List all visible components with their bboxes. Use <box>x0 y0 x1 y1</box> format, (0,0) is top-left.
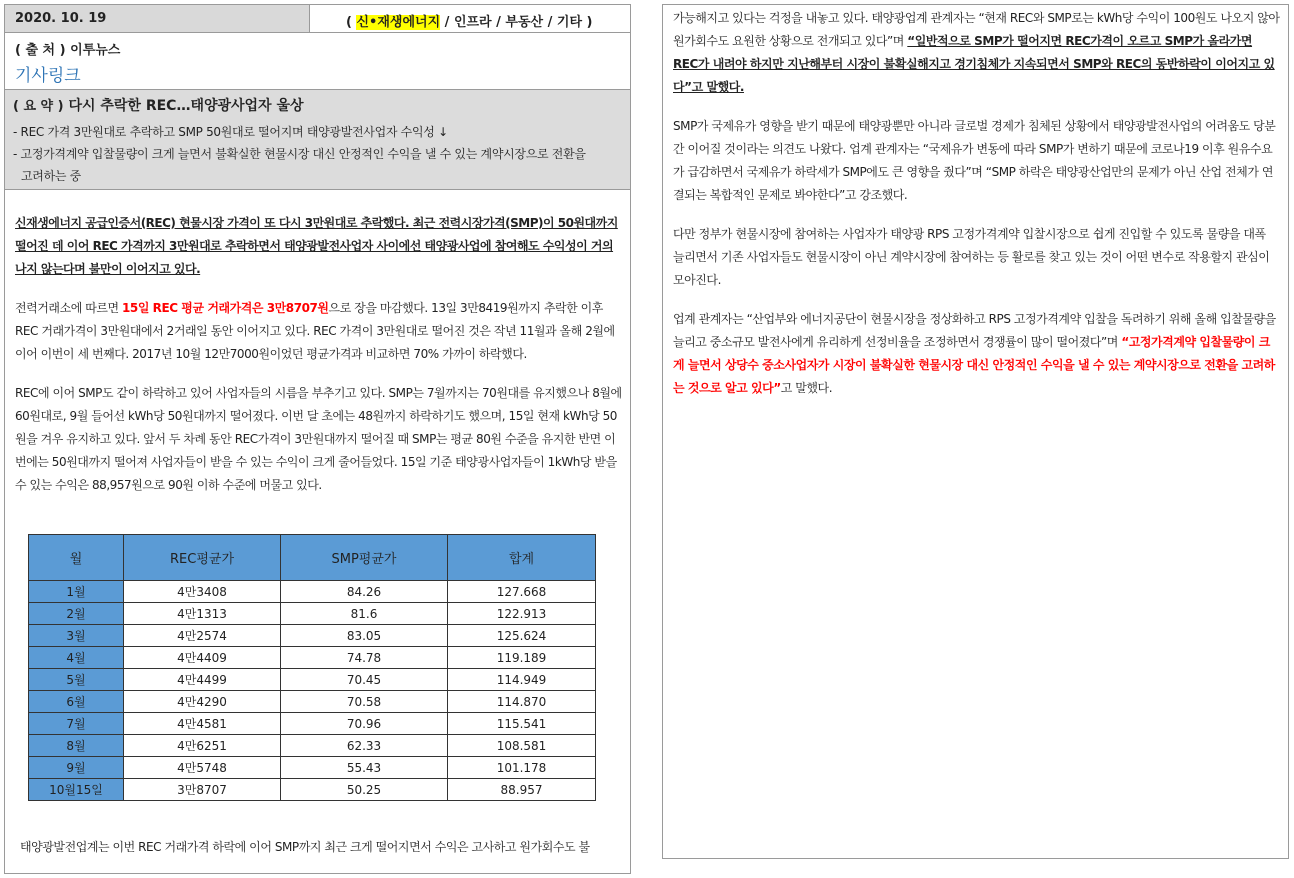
p1-text-b: 으로 장을 마감했다. 13일 3만8419원까지 추락한 이후 REC 거래가격이 3만원대에서 2거래일 동안 이어지고 있다. REC 가격이 3만원대로 떨어진 것은 작년 11월과 올해 2월에 이어 이번이 세 번째다. 2017년 10월 12만7000원이었던 평균가격과 비교하면 70% 가까이 하락했다. <box>15 301 615 361</box>
summary-item-2-cont: 고려하는 중 <box>21 169 81 183</box>
table-row <box>29 625 596 647</box>
table-row <box>29 735 596 757</box>
table-row <box>29 691 596 713</box>
paragraph-1 <box>5 281 630 366</box>
r4-red-quote: “고정가격계약 입찰물량이 크게 늘면서 상당수 중소사업자가 시장이 불확실한 현물시장 대신 안정적인 수익을 낼 수 있는 계약시장으로 전환을 고려하는 것으로 알고 있다” <box>673 335 1275 395</box>
article-body-continued <box>663 5 1288 400</box>
right-page <box>662 4 1289 859</box>
table-cell: 84.26 <box>281 581 448 603</box>
table-cell: 70.45 <box>281 669 448 691</box>
table-cell: 4만1313 <box>124 603 281 625</box>
table-row <box>29 713 596 735</box>
table-row <box>29 669 596 691</box>
table-header-row <box>29 535 596 581</box>
table-cell: 50.25 <box>281 779 448 801</box>
category-highlight: 신•재생에너지 <box>356 15 441 30</box>
source-value: 이투뉴스 <box>70 43 121 58</box>
table-cell: 4만3408 <box>124 581 281 603</box>
paragraph-2: REC에 이어 SMP도 같이 하락하고 있어 사업자들의 시름을 부추기고 있다. SMP는 7월까지는 70원대를 유지했으나 8월에 60원대로, 9월 들어선 kWh당 50원대까지 떨어졌다. 이번 달 초에는 48원까지 하락하기도 했으며, 15일 현재 kWh당 50원을 겨우 유지하고 있다. 앞서 두 차례 동안 REC가격이 3만원대까지 떨어질 때 SMP는 평균 80원 수준을 유지한 반면 이번에는 50원대까지 떨어져 사업자들이 받을 수 있는 수익이 크게 줄어들었다. 15일 기준 태양광사업자들이 1kWh당 받을 수 있는 수익은 88,957원으로 90원 이하 수준에 머물고 있다. <box>15 386 622 492</box>
table-row <box>29 757 596 779</box>
paragraph-r2: SMP가 국제유가 영향을 받기 때문에 태양광뿐만 아니라 글로벌 경제가 침체된 상황에서 태양광발전사업의 어려움도 당분간 이어질 것이라는 의견도 나왔다. 업계 관계자는 “국제유가 변동에 따라 SMP가 변하기 때문에 코로나19 이후 원유수요가 급감하면서 국제유가 하락세가 SMP에도 큰 영향을 줬다”며 “SMP 하락은 태양광산업만의 문제가 아닌 산업 전체가 연결되는 복합적인 문제로 봐야한다”고 강조했다. <box>673 119 1276 202</box>
table-cell: 88.957 <box>448 779 596 801</box>
table-cell: 55.43 <box>281 757 448 779</box>
table-cell: 4만4581 <box>124 713 281 735</box>
paragraph-r1 <box>663 5 1288 99</box>
table-cell: 4월 <box>29 647 124 669</box>
table-cell: 4만2574 <box>124 625 281 647</box>
table-cell: 6월 <box>29 691 124 713</box>
table-cell: 70.58 <box>281 691 448 713</box>
lead-paragraph: 신재생에너지 공급인증서(REC) 현물시장 가격이 또 다시 3만원대로 추락했다. 최근 전력시장가격(SMP)이 50원대까지 떨어진 데 이어 REC 가격까지 3만원대로 추락하면서 태양광발전사업자 사이에선 태양광사업에 참여해도 수익성이 거의 나지 않는다며 불만이 이어지고 있다. <box>15 216 618 276</box>
source-label: ( 출 처 ) <box>15 43 66 58</box>
table-cell: 3월 <box>29 625 124 647</box>
summary-title <box>13 95 622 115</box>
left-page <box>4 4 631 874</box>
table-header: 월 <box>29 535 124 581</box>
r4-text-a: 업계 관계자는 “산업부와 에너지공단이 현물시장을 정상화하고 RPS 고정가격계약 입찰을 독려하기 위해 올해 입찰물량을 늘리고 중소규모 발전사에게 유리하게 선정비율을 조정하면서 경쟁률이 많이 떨어졌다”며 <box>673 312 1276 349</box>
table-cell: 4만5748 <box>124 757 281 779</box>
table-cell: 115.541 <box>448 713 596 735</box>
table-cell: 127.668 <box>448 581 596 603</box>
table-cell: 4만6251 <box>124 735 281 757</box>
category-open: ( <box>346 15 357 30</box>
table-cell: 2월 <box>29 603 124 625</box>
table-cell: 62.33 <box>281 735 448 757</box>
table-cell: 10월15일 <box>29 779 124 801</box>
table-cell: 5월 <box>29 669 124 691</box>
table-cell: 9월 <box>29 757 124 779</box>
paragraph-r4 <box>663 308 1288 400</box>
table-cell: 4만4499 <box>124 669 281 691</box>
table-cell: 1월 <box>29 581 124 603</box>
table-cell: 125.624 <box>448 625 596 647</box>
table-cell: 3만8707 <box>124 779 281 801</box>
continued-line: 태양광발전업계는 이번 REC 거래가격 하락에 이어 SMP까지 최근 크게 떨어지면서 수익은 고사하고 원가회수도 불 <box>20 840 590 854</box>
table-cell: 108.581 <box>448 735 596 757</box>
category-rest: / 인프라 / 부동산 / 기타 ) <box>440 15 593 30</box>
table-cell: 4만4409 <box>124 647 281 669</box>
price-table <box>28 534 596 801</box>
table-row <box>29 779 596 801</box>
table-cell: 74.78 <box>281 647 448 669</box>
header-row <box>5 5 630 33</box>
table-cell: 83.05 <box>281 625 448 647</box>
article-link-row <box>5 58 630 90</box>
category-line <box>310 5 630 32</box>
paragraph-r3: 다만 정부가 현물시장에 참여하는 사업자가 태양광 RPS 고정가격계약 입찰시장으로 쉽게 진입할 수 있도록 물량을 대폭 늘리면서 기존 사업자들도 현물시장이 아닌 계약시장에 참여하는 등 활로를 찾고 있는 것이 어떤 변수로 작용할지 관심이 모아진다. <box>673 227 1270 287</box>
article-date: 2020. 10. 19 <box>5 5 310 32</box>
article-body <box>5 190 630 497</box>
summary-label: ( 요 약 ) <box>13 99 64 114</box>
table-cell: 122.913 <box>448 603 596 625</box>
table-cell: 119.189 <box>448 647 596 669</box>
p1-text-a: 전력거래소에 따르면 <box>15 301 123 315</box>
table-header: 합계 <box>448 535 596 581</box>
table-cell: 7월 <box>29 713 124 735</box>
table-header: REC평균가 <box>124 535 281 581</box>
r1-text-a: 가능해지고 있다는 걱정을 내놓고 있다. 태양광업계 관계자는 “현재 REC와 SMP로는 kWh당 수익이 100원도 나오지 않아 원가회수도 요원한 상황으로 전개되고 있다”며 <box>673 11 1280 48</box>
table-row <box>29 581 596 603</box>
article-link[interactable]: 기사링크 <box>15 66 81 86</box>
table-cell: 8월 <box>29 735 124 757</box>
table-header: SMP평균가 <box>281 535 448 581</box>
table-row <box>29 647 596 669</box>
summary-item-1: - REC 가격 3만원대로 추락하고 SMP 50원대로 떨어지며 태양광발전사업자 수익성 ↓ <box>13 125 448 139</box>
table-row <box>29 603 596 625</box>
table-cell: 70.96 <box>281 713 448 735</box>
p1-red-text: 15일 REC 평균 거래가격은 3만8707원 <box>122 301 329 315</box>
r1-underlined-quote: “일반적으로 SMP가 떨어지면 REC가격이 오르고 SMP가 올라가면 REC가 내려야 하지만 지난해부터 시장이 불확실해지고 경기침체가 지속되면서 SMP와 REC의 동반하락이 이어지고 있다”고 말했다. <box>673 34 1275 94</box>
r4-text-b: 고 말했다. <box>780 381 833 395</box>
table-cell: 114.949 <box>448 669 596 691</box>
source-line <box>5 33 630 58</box>
table-cell: 4만4290 <box>124 691 281 713</box>
summary-box <box>5 90 630 190</box>
summary-item-2: - 고정가격계약 입찰물량이 크게 늘면서 불확실한 현물시장 대신 안정적인 수익을 낼 수 있는 계약시장으로 전환을 <box>13 147 586 161</box>
table-cell: 114.870 <box>448 691 596 713</box>
summary-headline: 다시 추락한 REC…태양광사업자 울상 <box>68 98 304 114</box>
table-cell: 101.178 <box>448 757 596 779</box>
table-cell: 81.6 <box>281 603 448 625</box>
